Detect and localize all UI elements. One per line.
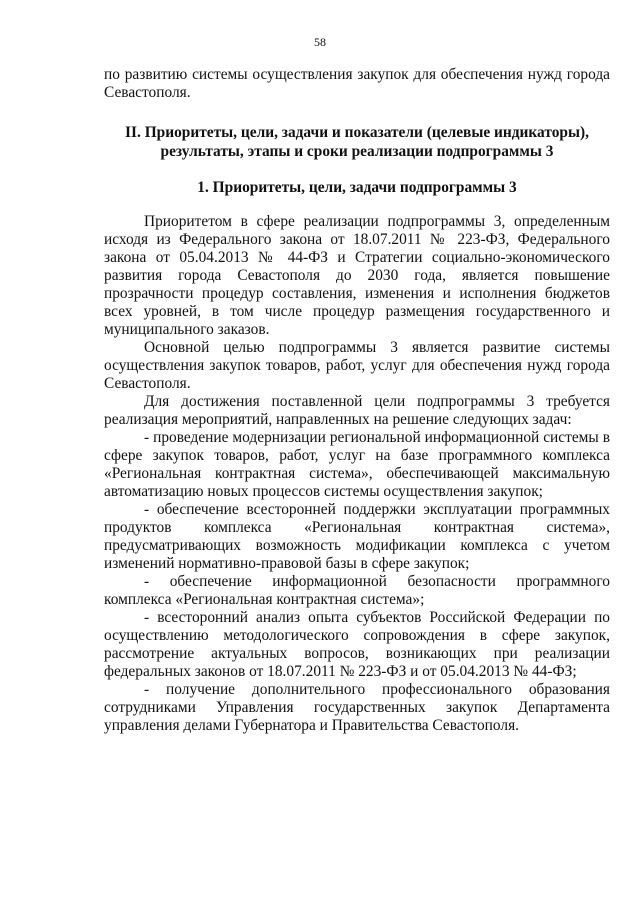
goal-paragraph: Основной целью подпрограммы 3 является развитие системы осуществления закупок товаров, работ, услуг для обеспечения нужд города Севастополя. [104, 339, 610, 392]
tasks-list [104, 429, 610, 735]
list-item: - всесторонний анализ опыта субъектов Российской Федерации по осуществлению методологического сопровождения в сфере закупок, рассмотрение актуальных вопросов, возникающих при реализации федеральных законов от 18.07.2011 № 223-ФЗ и от 05.04.2013 № 44-ФЗ; [104, 609, 610, 680]
list-item: - обеспечение всесторонней поддержки эксплуатации программных продуктов комплекса «Региональная контрактная система», предусматривающих возможность модификации комплекса с учетом изменений нормативно-правовой базы в сфере закупок; [104, 501, 610, 572]
priority-paragraph: Приоритетом в сфере реализации подпрограммы 3, определенным исходя из Федерального закона от 18.07.2011 № 223-ФЗ, Федерального закона от 05.04.2013 № 44-ФЗ и Стратегии социально-экономического развития города Севастополя до 2030 года, является повышение прозрачности процедур составления, изменения и исполнения бюджетов всех уровней, в том числе процедур размещения государственного и муниципального заказов. [104, 213, 610, 338]
document-body [104, 66, 610, 735]
list-item: - проведение модернизации региональной информационной системы в сфере закупок товаров, работ, услуг на базе программного комплекса «Региональная контрактная система», обеспечивающей максимальную автоматизацию новых процессов системы осуществления закупок; [104, 429, 610, 500]
intro-paragraph: по развитию системы осуществления закупок для обеспечения нужд города Севастополя. [104, 66, 610, 101]
list-item: - обеспечение информационной безопасности программного комплекса «Региональная контрактная система»; [104, 573, 610, 608]
list-item: - получение дополнительного профессионального образования сотрудниками Управления государственных закупок Департамента управления делами Губернатора и Правительства Севастополя. [104, 681, 610, 734]
page-number: 58 [314, 35, 326, 49]
tasks-intro-paragraph: Для достижения поставленной цели подпрограммы 3 требуется реализация мероприятий, направленных на решение следующих задач: [104, 393, 610, 428]
subsection-heading: 1. Приоритеты, цели, задачи подпрограммы 3 [197, 179, 517, 196]
section-heading: II. Приоритеты, цели, задачи и показатели (целевые индикаторы), результаты, этапы и сроки реализации подпрограммы 3 [125, 124, 589, 160]
